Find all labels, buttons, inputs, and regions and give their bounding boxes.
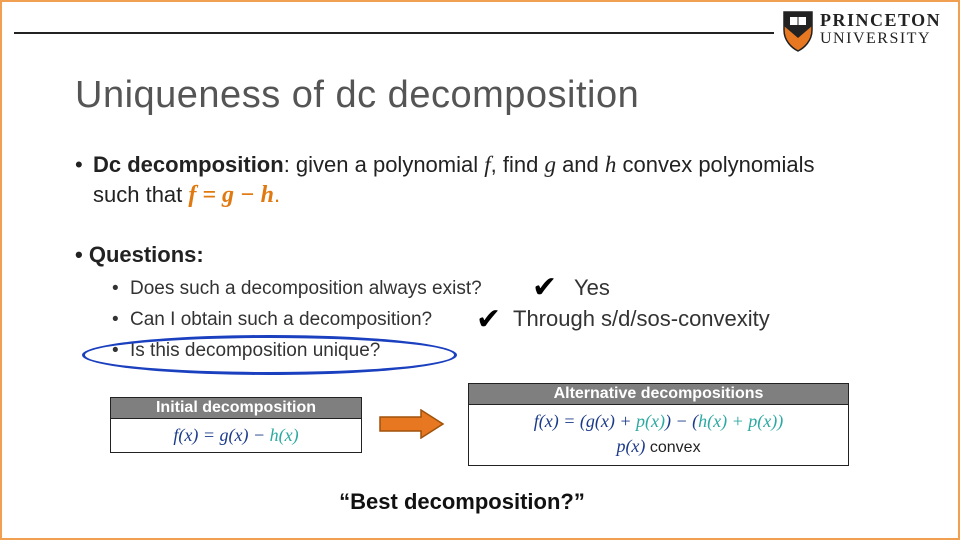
formula-h: h(x) bbox=[269, 425, 299, 445]
text-segment: : given a polynomial bbox=[283, 152, 485, 177]
math-h: h bbox=[604, 152, 617, 177]
question-text: Can I obtain such a decomposition? bbox=[130, 309, 433, 330]
convex-label: convex bbox=[645, 439, 701, 456]
logo-text-university: UNIVERSITY bbox=[820, 30, 931, 47]
formula-mid: ) − ( bbox=[664, 411, 699, 431]
question-item-2 bbox=[112, 309, 432, 331]
checkmark-icon: ✔ bbox=[476, 303, 502, 336]
formula-plus: + bbox=[727, 411, 749, 431]
highlight-ellipse bbox=[82, 335, 457, 375]
alternative-formula bbox=[469, 407, 848, 435]
bullet-dc-decomposition bbox=[75, 150, 835, 210]
initial-decomposition-box bbox=[110, 397, 362, 453]
formula-p: p(x) bbox=[748, 411, 778, 431]
bullet-icon: • bbox=[112, 309, 119, 330]
right-arrow-icon bbox=[379, 409, 445, 439]
logo-text-princeton: PRINCETON bbox=[820, 10, 942, 30]
best-decomposition-caption: “Best decomposition?” bbox=[339, 489, 585, 514]
princeton-shield-icon bbox=[782, 8, 814, 52]
alternative-decompositions-box bbox=[468, 383, 849, 466]
princeton-logo bbox=[782, 8, 957, 52]
initial-decomposition-formula bbox=[111, 419, 361, 451]
bullet-icon: • bbox=[75, 242, 83, 267]
formula-h: h(x) bbox=[698, 411, 728, 431]
checkmark-icon: ✔ bbox=[532, 271, 558, 304]
formula-p: p(x) bbox=[636, 411, 665, 431]
bullet-icon: • bbox=[75, 152, 83, 177]
bullet-text bbox=[93, 150, 835, 210]
math-f: f bbox=[484, 152, 491, 177]
alternative-decompositions-header: Alternative decompositions bbox=[469, 384, 848, 405]
p-label: p(x) bbox=[616, 436, 646, 456]
questions-heading bbox=[75, 242, 204, 268]
period: . bbox=[273, 182, 281, 207]
text-segment: and bbox=[555, 152, 605, 177]
question-text: Does such a decomposition always exist? bbox=[130, 278, 482, 299]
math-g: g bbox=[544, 152, 556, 177]
slide-title: Uniqueness of dc decomposition bbox=[75, 74, 640, 116]
bullet-icon: • bbox=[112, 340, 119, 361]
text-segment: convex polynomials such that bbox=[93, 152, 815, 207]
formula-lhs: f(x) = (g(x) + bbox=[533, 411, 636, 431]
initial-decomposition-header: Initial decomposition bbox=[111, 398, 361, 419]
p-convex-note bbox=[469, 435, 848, 459]
formula-close: ) bbox=[777, 411, 784, 431]
term-dc-decomposition: Dc decomposition bbox=[93, 152, 284, 177]
bullet-icon: • bbox=[112, 278, 119, 299]
answer-yes: Yes bbox=[574, 275, 610, 300]
equation-f-g-h: f = g − h bbox=[188, 182, 274, 208]
header-rule bbox=[14, 32, 774, 34]
text-segment: , find bbox=[490, 152, 545, 177]
question-item-1 bbox=[112, 278, 482, 300]
formula-lhs: f(x) = g(x) − bbox=[173, 425, 270, 445]
question-text: Is this decomposition unique? bbox=[130, 340, 381, 361]
questions-label: Questions: bbox=[88, 242, 204, 267]
answer-sos-convexity: Through s/d/sos-convexity bbox=[513, 306, 770, 331]
